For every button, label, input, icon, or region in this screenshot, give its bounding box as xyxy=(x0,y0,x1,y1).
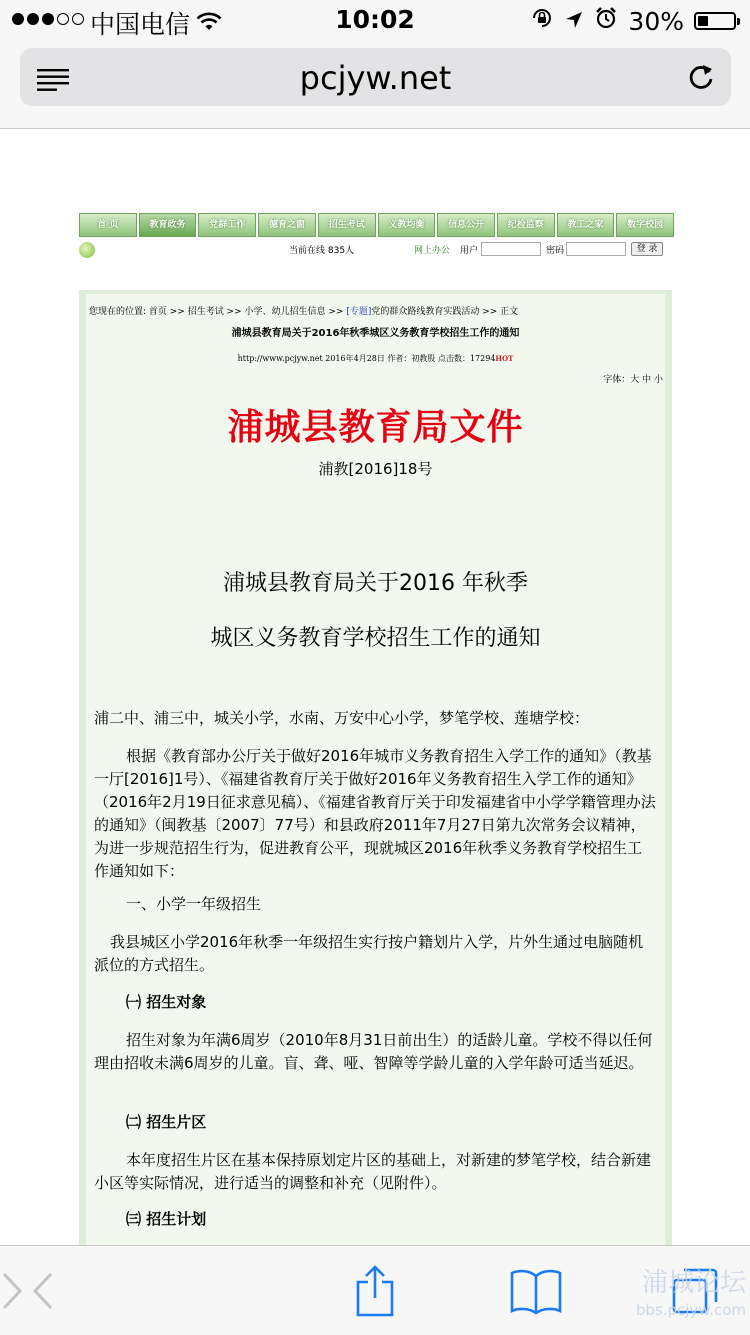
back-button[interactable] xyxy=(18,1246,68,1335)
battery-icon xyxy=(694,12,736,30)
subsection-heading-enrollment-target: ㈠ 招生对象 xyxy=(126,993,207,1011)
user-label: 用户 xyxy=(460,246,479,256)
breadcrumb xyxy=(89,304,669,317)
safari-address-bar xyxy=(0,40,750,129)
article-meta xyxy=(86,353,665,364)
clock: 10:02 xyxy=(335,5,415,34)
article-meta-text: http://www.pcjyw.net 2016年4月28日 作者：初教股 点击数：17294 xyxy=(237,354,496,363)
nav-tab[interactable]: 德育之窗 xyxy=(258,213,316,237)
nav-tab[interactable]: 首 页 xyxy=(79,213,137,237)
reload-icon[interactable] xyxy=(687,62,715,96)
subsection-heading-enrollment-zone: ㈡ 招生片区 xyxy=(126,1113,207,1131)
login-bar xyxy=(79,239,674,261)
nav-tab[interactable]: 纪检监察 xyxy=(497,213,555,237)
status-bar xyxy=(0,0,750,40)
enrollment-zone-paragraph: 本年度招生片区在基本保持原划定片区的基础上，对新建的梦笔学校，结合新建小区等实际情况，进行适当的调整和补充（见附件）。 xyxy=(94,1151,652,1192)
breadcrumb-current[interactable]: 党的群众路线教育实践活动 >> 正文 xyxy=(371,307,519,317)
clock-icon xyxy=(79,242,95,258)
breadcrumb-special-link[interactable]: [专题] xyxy=(346,307,372,317)
forum-watermark: 浦城论坛 xyxy=(641,1268,746,1298)
section-heading-1: 一、小学一年级招生 xyxy=(126,895,262,913)
site-nav-bar xyxy=(79,213,674,237)
article-panel xyxy=(79,290,672,1245)
document-number: 浦教[2016]18号 xyxy=(318,460,433,478)
login-button[interactable]: 登 录 xyxy=(631,242,663,256)
nav-tab[interactable]: 数字校园 xyxy=(616,213,674,237)
section-1-paragraph: 我县城区小学2016年秋季一年级招生实行按户籍划片入学，片外生通过电脑随机派位的方式招生。 xyxy=(94,933,644,974)
subsection-heading-enrollment-plan: ㈢ 招生计划 xyxy=(126,1210,207,1228)
hot-badge: HOT xyxy=(495,354,514,363)
url-text[interactable]: pcjyw.net xyxy=(299,59,452,97)
nav-tab[interactable]: 教育政务 xyxy=(139,213,197,237)
nav-tab[interactable]: 教工之家 xyxy=(557,213,615,237)
battery-percentage: 30% xyxy=(628,6,684,36)
share-button[interactable] xyxy=(350,1246,400,1335)
bookmarks-button[interactable] xyxy=(506,1246,566,1335)
battery-level xyxy=(698,16,708,26)
notice-title-line2: 城区义务教育学校招生工作的通知 xyxy=(210,626,541,651)
forward-button[interactable] xyxy=(0,1246,24,1335)
orientation-lock-icon xyxy=(530,6,554,36)
document-red-header: 浦城县教育局文件 xyxy=(227,407,524,448)
font-size-switcher[interactable]: 字体：大 中 小 xyxy=(603,375,663,385)
nav-tab[interactable]: 信息公开 xyxy=(437,213,495,237)
carrier-name: 中国电信 xyxy=(90,10,191,39)
intro-paragraph: 根据《教育部办公厅关于做好2016年城市义务教育招生入学工作的通知》（教基一厅[2016]1号）、《福建省教育厅关于做好2016年义务教育招生入学工作的通知》（2016年2月19日征求意见稿）、《福建省教育厅关于印发福建省中小学学籍管理办法的通知》（闽教基〔2007〕77号）和县政府2011年7月27日第九次常务会议精神，为进一步规范招生行为，促进教育公平，现就城区2016年秋季义务教育学校招生工作通知如下： xyxy=(94,747,656,880)
online-count: 当前在线 835人 xyxy=(289,246,355,256)
forum-watermark-url: bbs.pcjyw.com xyxy=(635,1301,746,1319)
location-arrow-icon xyxy=(564,7,584,36)
alarm-icon xyxy=(594,6,618,36)
url-field[interactable] xyxy=(20,48,731,106)
web-content xyxy=(0,129,750,1245)
password-input[interactable] xyxy=(566,242,626,256)
nav-tab[interactable]: 招生考试 xyxy=(318,213,376,237)
username-input[interactable] xyxy=(481,242,541,256)
article-title: 浦城县教育局关于2016年秋季城区义务教育学校招生工作的通知 xyxy=(231,328,520,339)
breadcrumb-path[interactable]: 您现在的位置: 首页 >> 招生考试 >> 小学、幼儿招生信息 >> xyxy=(89,307,347,317)
nav-tab[interactable]: 党群工作 xyxy=(198,213,256,237)
notice-title-line1: 浦城县教育局关于2016 年秋季 xyxy=(223,571,528,596)
enrollment-target-paragraph: 招生对象为年满6周岁（2010年8月31日前出生）的适龄儿童。学校不得以任何理由招收未满6周岁的儿童。盲、聋、哑、智障等学龄儿童的入学年龄可适当延迟。 xyxy=(94,1031,653,1072)
online-office-link[interactable]: 网上办公 xyxy=(414,246,451,256)
addressee: 浦二中、浦三中，城关小学，水南、万安中心小学，梦笔学校、莲塘学校： xyxy=(94,709,590,727)
password-label: 密码 xyxy=(546,246,565,256)
nav-tab[interactable]: 义教均衡 xyxy=(378,213,436,237)
